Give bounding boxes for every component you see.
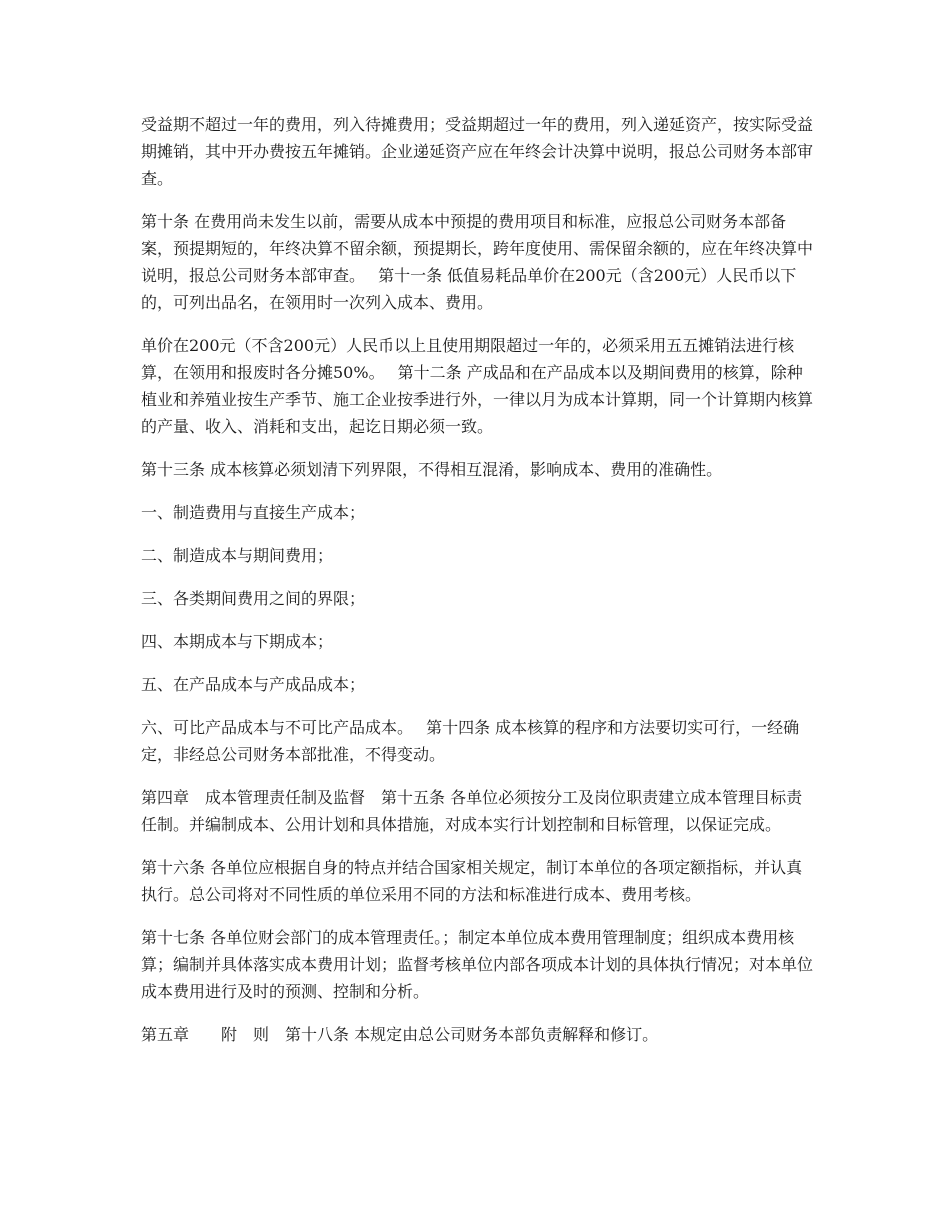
paragraph-chapter-4-article-15: 第四章 成本管理责任制及监督 第十五条 各单位必须按分工及岗位职责建立成本管理目标责任制。并编制成本、公用计划和具体措施，对成本实行计划控制和目标管理，以保证完成。	[141, 788, 803, 834]
paragraph-article-16: 第十六条 各单位应根据自身的特点并结合国家相关规定，制订本单位的各项定额指标，并认真执行。总公司将对不同性质的单位采用不同的方法和标准进行成本、费用考核。	[141, 858, 803, 904]
paragraph-article-17: 第十七条 各单位财会部门的成本管理责任。；制定本单位成本费用管理制度；组织成本费用核算；编制并具体落实成本费用计划；监督考核单位内部各项成本计划的具体执行情况；对本单位成本费用进行及时的预测、控制和分析。	[141, 928, 814, 1001]
list-item-2: 二、制造成本与期间费用；	[141, 546, 334, 565]
paragraph-article-12: 单价在200元（不含200元）人民币以上且使用期限超过一年的，必须采用五五摊销法进行核算，在领用和报废时各分摊50%。 第十二条 产成品和在产品成本以及期间费用的核算，除种植业和养殖业按生产季节、施工企业按季进行外，一律以月为成本计算期，同一个计算期内核算的产量、收入、消耗和支出，起讫日期必须一致。	[141, 336, 814, 436]
paragraph-deferred-expenses: 受益期不超过一年的费用，列入待摊费用；受益期超过一年的费用，列入递延资产，按实际受益期摊销，其中开办费按五年摊销。企业递延资产应在年终会计决算中说明，报总公司财务本部审查。	[141, 115, 814, 188]
paragraph-article-13: 第十三条 成本核算必须划清下列界限，不得相互混淆，影响成本、费用的准确性。	[141, 460, 723, 479]
list-item-5: 五、在产品成本与产成品成本；	[141, 675, 366, 694]
paragraph-chapter-5-article-18: 第五章 附 则 第十八条 本规定由总公司财务本部负责解释和修订。	[141, 1025, 659, 1044]
list-item-6-article-14: 六、可比产品成本与不可比产品成本。 第十四条 成本核算的程序和方法要切实可行，一经确定，非经总公司财务本部批准，不得变动。	[141, 718, 800, 764]
paragraph-article-10-11: 第十条 在费用尚未发生以前，需要从成本中预提的费用项目和标准，应报总公司财务本部备案，预提期短的，年终决算不留余额，预提期长，跨年度使用、需保留余额的，应在年终决算中说明，报总公司财务本部审查。 第十一条 低值易耗品单价在200元（含200元）人民币以下的，可列出品名，在领用时一次列入成本、费用。	[141, 212, 814, 312]
list-item-4: 四、本期成本与下期成本；	[141, 632, 334, 651]
document-page	[141, 111, 813, 1064]
list-item-3: 三、各类期间费用之间的界限；	[141, 589, 366, 608]
list-item-1: 一、制造费用与直接生产成本；	[141, 503, 366, 522]
